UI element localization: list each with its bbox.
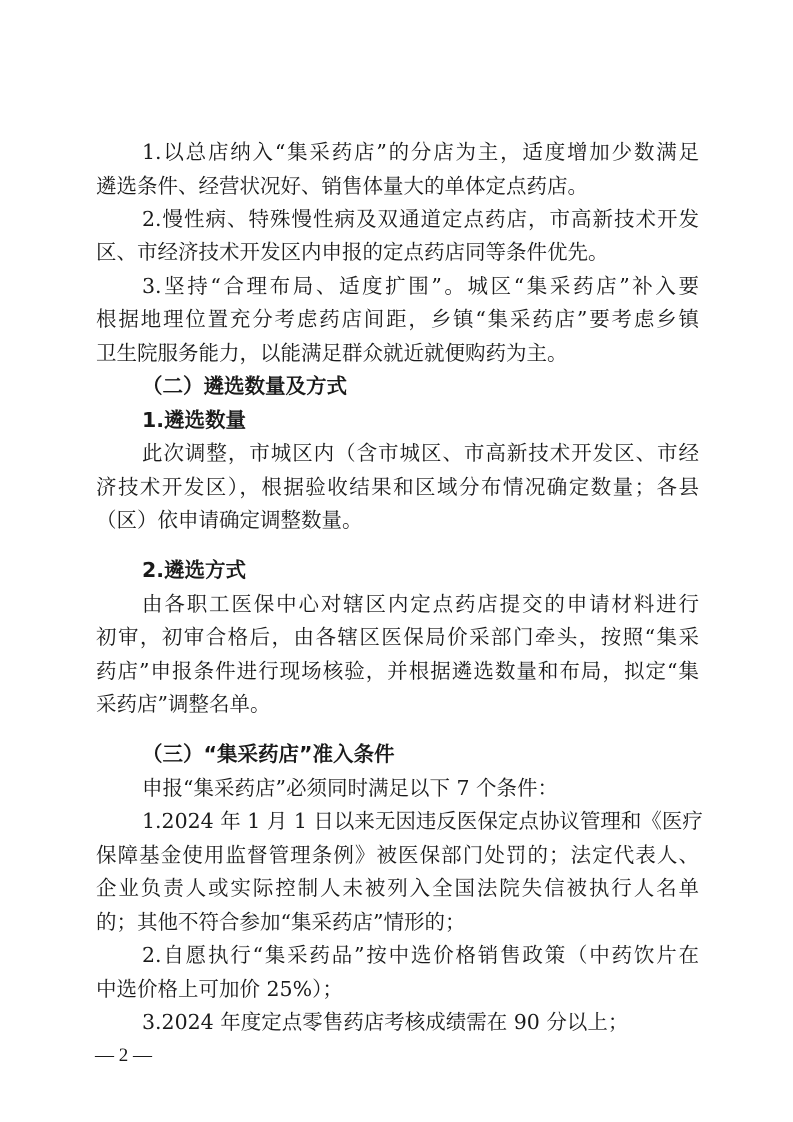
paragraph-8-line-2: 中选价格上可加价 25%）； <box>96 977 343 1001</box>
paragraph-1-line-1: 1.以总店纳入“集采药店”的分店为主，适度增加少数满足 <box>142 140 699 164</box>
paragraph-4-line-3: （区）依申请确定调整数量。 <box>96 508 363 532</box>
paragraph-4-line-1: 此次调整，市城区内（含市城区、市高新技术开发区、市经 <box>142 441 699 465</box>
paragraph-7-line-1: 1.2024 年 1 月 1 日以来无因违反医保定点协议管理和《医疗 <box>142 809 703 833</box>
paragraph-3-line-1: 3.坚持“合理布局、适度扩围”。城区“集采药店”补入要 <box>142 274 699 298</box>
paragraph-2-line-2: 区、市经济技术开发区内申报的定点药店同等条件优先。 <box>96 240 609 264</box>
paragraph-1-line-2: 遴选条件、经营状况好、销售体量大的单体定点药店。 <box>96 174 588 198</box>
section-heading-3: （三）“集采药店”准入条件 <box>142 742 395 766</box>
paragraph-3-line-2: 根据地理位置充分考虑药店间距，乡镇“集采药店”要考虑乡镇 <box>96 307 699 331</box>
paragraph-7-line-4: 的；其他不符合参加“集采药店”情形的； <box>96 910 466 934</box>
paragraph-9-line-1: 3.2024 年度定点零售药店考核成绩需在 90 分以上； <box>142 1010 629 1034</box>
paragraph-3-line-3: 卫生院服务能力，以能满足群众就近就便购药为主。 <box>96 341 568 365</box>
paragraph-5-line-1: 由各职工医保中心对辖区内定点药店提交的申请材料进行 <box>142 592 699 616</box>
paragraph-7-line-3: 企业负责人或实际控制人未被列入全国法院失信被执行人名单 <box>96 876 699 900</box>
paragraph-8-line-1: 2.自愿执行“集采药品”按中选价格销售政策（中药饮片在 <box>142 943 699 967</box>
paragraph-6-line-1: 申报“集采药店”必须同时满足以下 7 个条件： <box>142 776 559 800</box>
subheading-selection-method: 2.遴选方式 <box>142 558 247 582</box>
paragraph-5-line-2: 初审，初审合格后，由各辖区医保局价采部门牵头，按照“集采 <box>96 625 699 649</box>
section-heading-2: （二）遴选数量及方式 <box>142 374 347 398</box>
subheading-selection-quantity: 1.遴选数量 <box>142 408 247 432</box>
page-number: — 2 — <box>95 1045 152 1066</box>
paragraph-5-line-3: 药店”申报条件进行现场核验，并根据遴选数量和布局，拟定“集 <box>96 659 699 683</box>
paragraph-4-line-2: 济技术开发区），根据验收结果和区域分布情况确定数量；各县 <box>96 475 699 499</box>
paragraph-7-line-2: 保障基金使用监督管理条例》被医保部门处罚的；法定代表人、 <box>96 843 699 867</box>
paragraph-5-line-4: 采药店”调整名单。 <box>96 692 271 716</box>
paragraph-2-line-1: 2.慢性病、特殊慢性病及双通道定点药店，市高新技术开发 <box>142 207 699 231</box>
